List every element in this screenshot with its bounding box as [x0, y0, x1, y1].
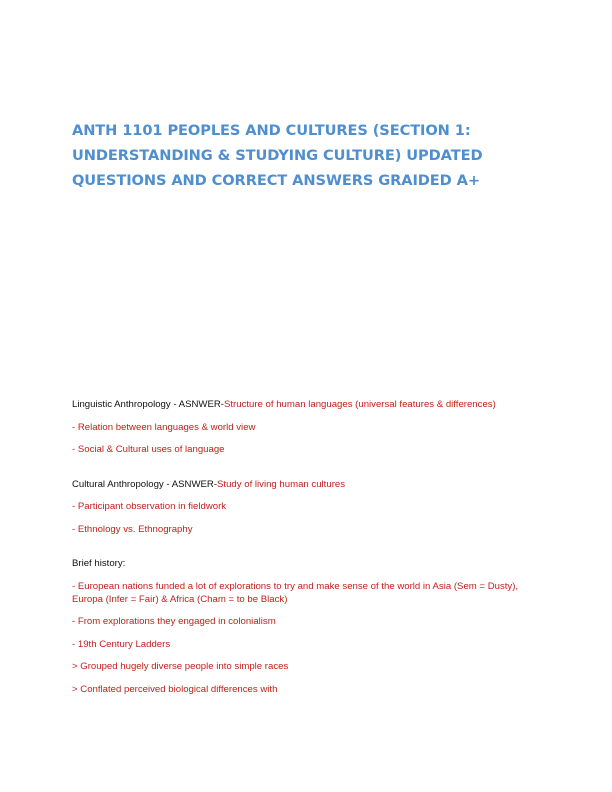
spacer: [72, 466, 542, 478]
history-point: > Grouped hugely diverse people into simple races: [72, 661, 289, 672]
answer-point: - Ethnology vs. Ethnography: [72, 523, 193, 535]
section-linguistic-anthropology: [72, 398, 542, 456]
term-answer: Structure of human languages (universal features & differences): [223, 399, 496, 410]
history-point: - European nations funded a lot of explorations to try and make sense of the world in Asia (Sem = Dusty), Europa (Infer = Fair) & Africa (Cham = to be Black): [72, 580, 519, 605]
brief-history-heading: Brief history:: [72, 558, 126, 569]
section-cultural-anthropology: [72, 478, 542, 536]
document-title: ANTH 1101 PEOPLES AND CULTURES (SECTION 1: UNDERSTANDING & STUDYING CULTURE) UPDATED QUESTIONS AND CORRECT ANSWERS GRAIDED A+: [72, 122, 483, 189]
answer-point: - Relation between languages & world view: [72, 421, 256, 433]
answer-point: - Participant observation in fieldwork: [72, 501, 227, 512]
history-point: > Conflated perceived biological differences with: [72, 683, 278, 695]
term-line: [72, 478, 542, 491]
spacer: [72, 545, 542, 557]
term-label: Cultural Anthropology - ASNWER-: [72, 478, 218, 490]
document-body: [72, 398, 542, 705]
history-point: - 19th Century Ladders: [72, 638, 171, 650]
term-answer: Study of living human cultures: [217, 478, 346, 490]
term-line: [72, 398, 542, 411]
answer-point: - Social & Cultural uses of language: [72, 444, 225, 455]
section-brief-history: [72, 557, 542, 696]
term-label: Linguistic Anthropology - ASNWER-: [72, 399, 224, 410]
history-point: - From explorations they engaged in colonialism: [72, 616, 276, 627]
